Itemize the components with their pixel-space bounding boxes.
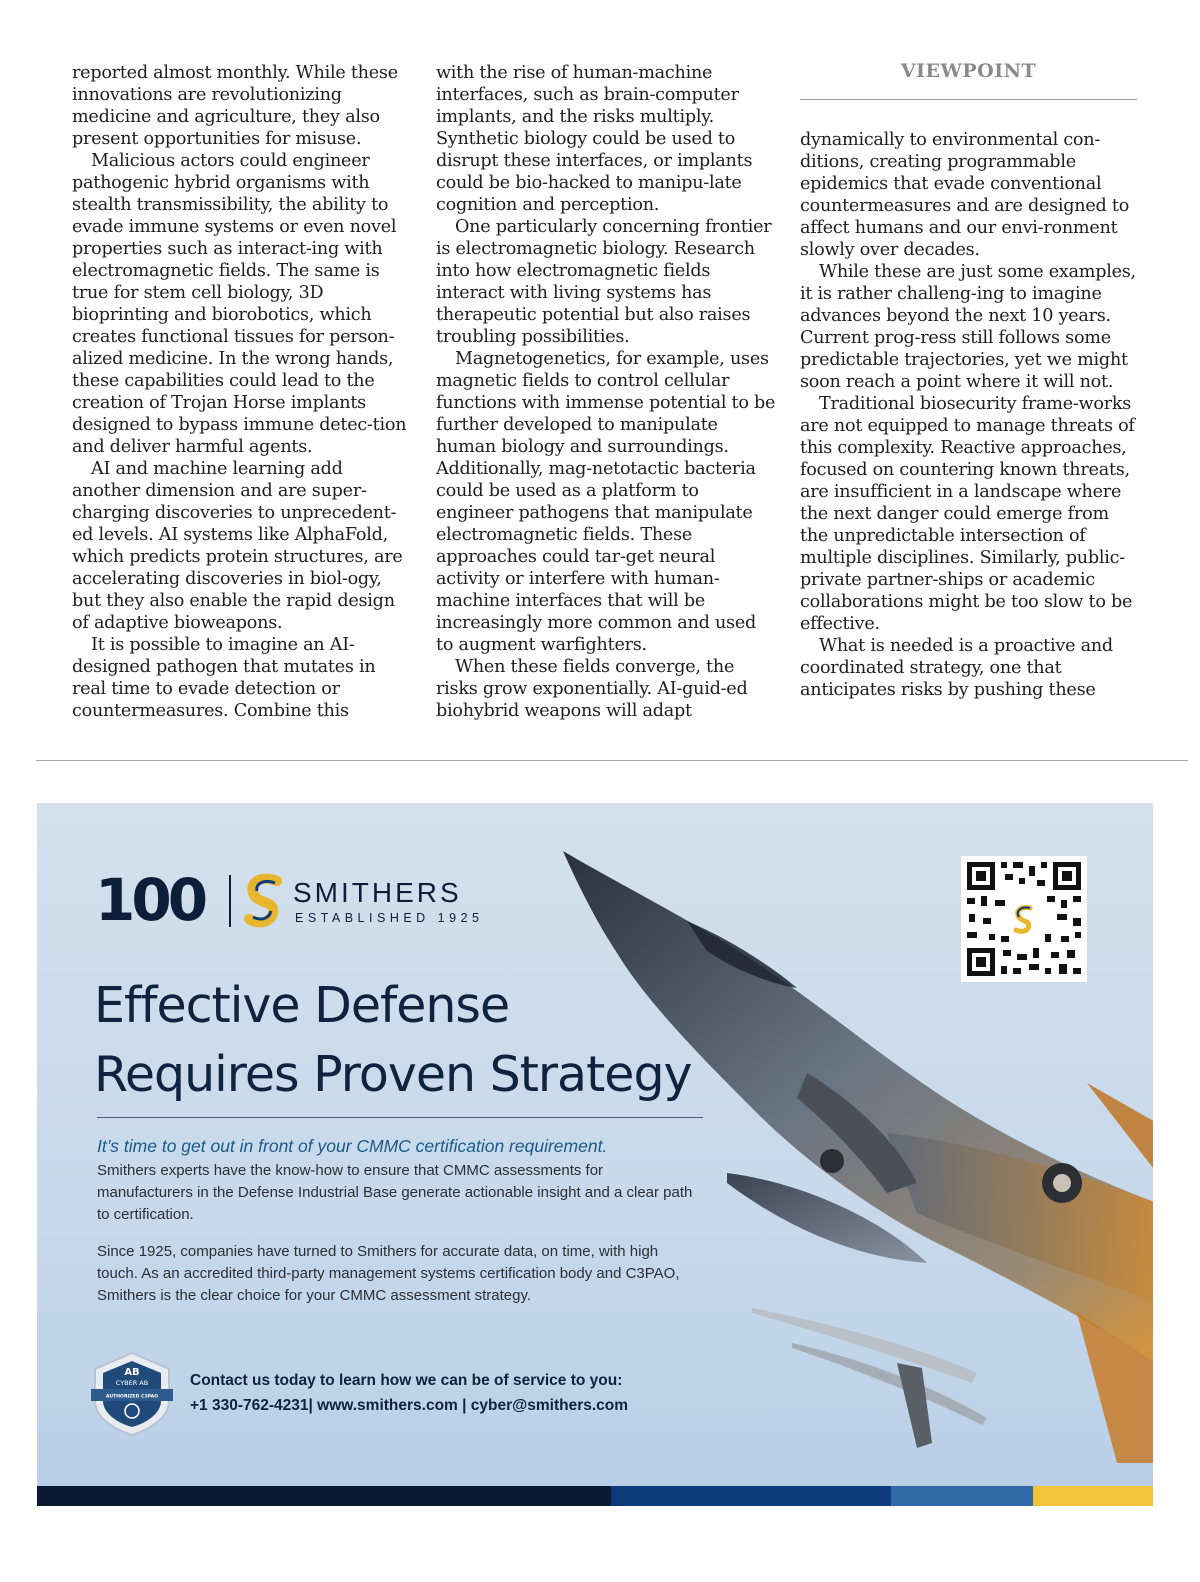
ad-bar-blue xyxy=(611,1486,891,1506)
article-paragraph: It is possible to imagine an AI-designed pathogen that mutates in real time to evade detection or countermeasures. Combine this xyxy=(72,635,376,721)
ad-bar-gold xyxy=(1033,1486,1153,1506)
page-divider xyxy=(36,760,1188,761)
badge-org: CYBER AB xyxy=(115,1379,149,1387)
article-paragraph: While these are just some examples, it is rather challeng-ing to imagine advances beyond the next 10 years. Current prog-ress still follows some predictable trajectories, yet we might soon reach a point where it will not. xyxy=(800,262,1136,392)
article-paragraph: reported almost monthly. While these innovations are revolutionizing medicine and agriculture, they also present opportunities for misuse. xyxy=(72,63,398,149)
contact-details[interactable]: +1 330-762-4231| www.smithers.com | cyber@smithers.com xyxy=(190,1397,629,1414)
article-column-1 xyxy=(72,62,412,722)
ad-contact xyxy=(190,1368,628,1418)
ad-headline-line: Effective Defense xyxy=(94,977,510,1034)
ad-paragraph: Smithers experts have the know-how to ensure that CMMC assessments for manufacturers in the Defense Industrial Base generate actionable insight and a clear path to certification. xyxy=(97,1162,693,1223)
logo-divider xyxy=(229,875,231,927)
ad-headline xyxy=(94,971,692,1109)
article-paragraph: What is needed is a proactive and coordinated strategy, one that anticipates risks by pushing these xyxy=(800,636,1113,700)
article-paragraph: AI and machine learning add another dimension and are super-charging discoveries to unprecedent-ed levels. AI systems like AlphaFold, which predicts protein structures, are accelerating discoveries in biol-ogy, but they also enable the rapid design of adaptive bioweapons. xyxy=(72,459,403,633)
section-divider xyxy=(800,99,1137,100)
advertisement[interactable] xyxy=(37,803,1153,1506)
smithers-s-icon xyxy=(241,873,287,929)
article-paragraph: Malicious actors could engineer pathogenic hybrid organisms with stealth transmissibility, the ability to evade immune systems or even novel properties such as interact-ing with electromagnetic fields. The same is true for stem cell biology, 3D bioprinting and biorobotics, which creates functional tissues for person-alized medicine. In the wrong hands, these capabilities could lead to the creation of Trojan Horse implants designed to bypass immune detec-tion and deliver harmful agents. xyxy=(72,151,407,457)
cyber-ab-badge xyxy=(89,1351,175,1437)
ad-tagline: It’s time to get out in front of your CMMC certification requirement. xyxy=(97,1136,608,1156)
badge-monogram: AB xyxy=(124,1367,140,1378)
article-paragraph: When these fields converge, the risks grow exponentially. AI-guid-ed biohybrid weapons will adapt xyxy=(436,657,748,721)
centennial-logo: 100 xyxy=(95,866,205,934)
qr-code[interactable] xyxy=(961,856,1087,982)
ad-color-bar xyxy=(37,1486,1153,1506)
article-paragraph: Traditional biosecurity frame-works are not equipped to manage threats of this complexity. Reactive approaches, focused on countering known threats, are insufficient in a landscape where the next danger could emerge from the unpredictable intersection of multiple disciplines. Similarly, public-private partner-ships or academic collaborations might be too slow to be effective. xyxy=(800,394,1135,634)
ad-bar-mid-blue xyxy=(891,1486,1033,1506)
section-label: VIEWPOINT xyxy=(900,60,1037,82)
article-paragraph: Magnetogenetics, for example, uses magnetic fields to control cellular functions with immense potential to be further developed to manipulate human biology and surroundings. Additionally, mag-netotactic bacteria could be used as a platform to engineer pathogens that manipulate electromagnetic fields. These approaches could tar-get neural activity or interfere with human-machine interfaces that will be increasingly more common and used to augment warfighters. xyxy=(436,349,776,655)
ad-bar-navy xyxy=(37,1486,611,1506)
established-label: ESTABLISHED 1925 xyxy=(295,911,484,925)
article-column-2 xyxy=(436,62,776,722)
ad-headline-line: Requires Proven Strategy xyxy=(94,1046,692,1103)
article-paragraph: dynamically to environmental con-ditions, creating programmable epidemics that evade conventional countermeasures and are designed to affect humans and our envi-ronment slowly over decades. xyxy=(800,130,1130,260)
article-column-3 xyxy=(800,129,1140,701)
article-paragraph: with the rise of human-machine interfaces, such as brain-computer implants, and the risks multiply. Synthetic biology could be used to disrupt these interfaces, or implants could be bio-hacked to manipu-late cognition and perception. xyxy=(436,63,753,215)
badge-ribbon: AUTHORIZED C3PAO xyxy=(105,1394,159,1400)
article-paragraph: One particularly concerning frontier is electromagnetic biology. Research into how electromagnetic fields interact with living systems has therapeutic potential but also raises troubling possibilities. xyxy=(436,217,772,347)
brand-name: SMITHERS xyxy=(293,877,462,908)
ad-paragraph: Since 1925, companies have turned to Smithers for accurate data, on time, with high touch. As an accredited third-party management systems certification body and C3PAO, Smithers is the clear choice for your CMMC assessment strategy. xyxy=(97,1243,680,1304)
ad-divider xyxy=(97,1117,703,1118)
contact-prompt: Contact us today to learn how we can be of service to you: xyxy=(190,1372,623,1389)
